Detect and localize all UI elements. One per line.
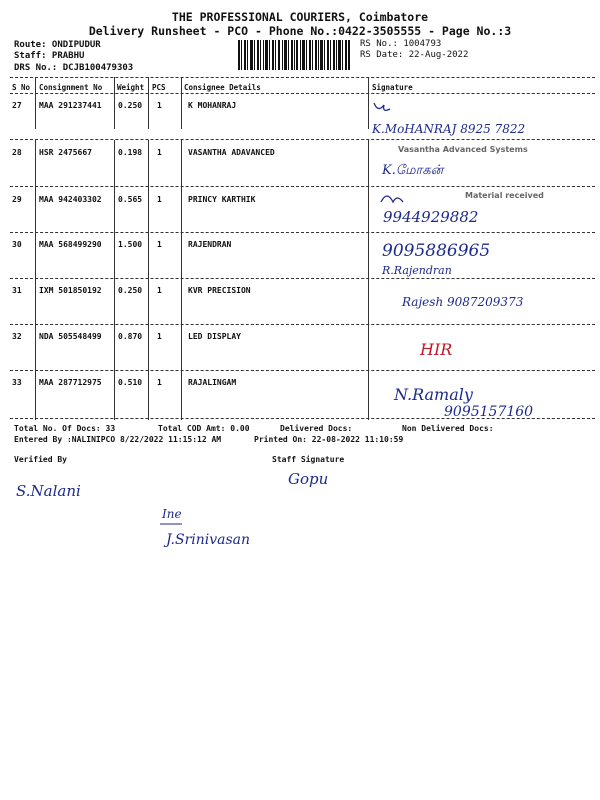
row-pcs: 1 [157, 101, 162, 110]
route-label: Route: ONDIPUDUR [14, 40, 101, 50]
row-consignee: RAJALINGAM [188, 378, 237, 387]
row-divider [10, 186, 595, 187]
col-header-consignee: Consignee Details [184, 83, 261, 92]
signature-row-29 [375, 188, 585, 228]
row-consignee: K MOHANRAJ [188, 101, 237, 110]
row-consignment: MAA 568499290 [39, 240, 102, 249]
signature-text: R.Rajendran [382, 264, 452, 277]
col-divider [181, 140, 182, 420]
row-sno: 32 [12, 332, 22, 341]
row-pcs: 1 [157, 240, 162, 249]
row-consignee: RAJENDRAN [188, 240, 232, 249]
signature-text: Gopu [288, 470, 329, 488]
verified-by-label: Verified By [14, 455, 67, 464]
row-consignment: IXM 501850192 [39, 286, 102, 295]
row-sno: 33 [12, 378, 22, 387]
col-divider [114, 140, 115, 420]
barcode [238, 40, 350, 70]
signature-row-30 [380, 236, 580, 278]
stamp-row-28: Vasantha Advanced Systems [398, 145, 528, 154]
signature-text: Rajesh 9087209373 [402, 295, 524, 309]
col-divider [148, 140, 149, 420]
signature-row-28 [380, 154, 580, 182]
row-weight: 0.565 [118, 195, 143, 204]
rs-number: RS No.: 1004793 [360, 39, 442, 49]
row-consignee: PRINCY KARTHIK [188, 195, 256, 204]
signature-text: 9944929882 [383, 208, 479, 226]
signature-row-27 [370, 97, 595, 141]
signature-text: 9095157160 [444, 404, 534, 420]
row-pcs: 1 [157, 195, 162, 204]
company-title: THE PROFESSIONAL COURIERS, Coimbatore [171, 10, 429, 24]
col-header-signature: Signature [372, 83, 413, 92]
table-top-rule [10, 77, 595, 78]
row-weight: 1.500 [118, 240, 143, 249]
verified-signature [14, 474, 124, 504]
signature-text: Ine [162, 507, 182, 521]
entered-by: Entered By :NALINIPCO 8/22/2022 11:15:12 AM [14, 435, 222, 444]
row-sno: 28 [12, 148, 22, 157]
delivered-docs: Delivered Docs: [280, 424, 353, 433]
row-sno: 29 [12, 195, 22, 204]
total-cod: Total COD Amt: 0.00 [158, 424, 250, 433]
col-divider [35, 140, 36, 420]
row-pcs: 1 [157, 286, 162, 295]
row-consignment: NDA 505548499 [39, 332, 102, 341]
row-weight: 0.250 [118, 101, 143, 110]
row-consignment: HSR 2475667 [39, 148, 92, 157]
col-divider [368, 77, 369, 129]
signature-row-32 [418, 336, 478, 362]
staff-signature-label: Staff Signature [272, 455, 345, 464]
row-divider [10, 278, 595, 279]
col-divider [368, 140, 369, 420]
row-weight: 0.250 [118, 286, 143, 295]
row-consignee: KVR PRECISION [188, 286, 251, 295]
row-sno: 30 [12, 240, 22, 249]
signature-text: 9095886965 [382, 241, 491, 261]
non-delivered-docs: Non Delivered Docs: [402, 424, 494, 433]
signature-row-33 [392, 378, 592, 420]
signature-text: K.MoHANRAJ 8925 7822 [372, 122, 526, 136]
row-divider [10, 324, 595, 325]
stamp-row-29: Material received [465, 191, 544, 200]
col-header-pcs: PCS [152, 83, 166, 92]
signature-text: HIR [420, 340, 453, 359]
signature-text: S.Nalani [16, 482, 81, 500]
row-divider [10, 370, 595, 371]
row-weight: 0.510 [118, 378, 143, 387]
row-consignment: MAA 291237441 [39, 101, 102, 110]
col-header-weight: Weight [117, 83, 145, 92]
row-pcs: 1 [157, 378, 162, 387]
staff-label: Staff: PRABHU [14, 51, 85, 61]
drs-number: DRS No.: DCJB100479303 [14, 63, 134, 73]
total-docs: Total No. Of Docs: 33 [14, 424, 116, 433]
col-divider [148, 77, 149, 129]
row-consignment: MAA 287712975 [39, 378, 102, 387]
col-header-consignment: Consignment No [39, 83, 103, 92]
bottom-signature [156, 502, 306, 552]
signature-text: J.Srinivasan [166, 532, 251, 548]
col-divider [114, 77, 115, 129]
col-divider [181, 77, 182, 129]
row-pcs: 1 [157, 148, 162, 157]
signature-text: N.Ramaly [394, 385, 473, 404]
row-weight: 0.198 [118, 148, 143, 157]
row-sno: 27 [12, 101, 22, 110]
row-consignment: MAA 942403302 [39, 195, 102, 204]
row-consignee: LED DISPLAY [188, 332, 241, 341]
row-sno: 31 [12, 286, 22, 295]
row-divider [10, 232, 595, 233]
runsheet-title: Delivery Runsheet - PCO - Phone No.:0422-3505555 - Page No.:3 [88, 24, 512, 38]
row-consignee: VASANTHA ADAVANCED [188, 148, 275, 157]
row-weight: 0.870 [118, 332, 143, 341]
col-divider [35, 77, 36, 129]
signature-text: K.மோகன் [382, 163, 444, 178]
rs-date: RS Date: 22-Aug-2022 [360, 50, 469, 60]
row-pcs: 1 [157, 332, 162, 341]
signature-row-31 [400, 288, 580, 316]
printed-on: Printed On: 22-08-2022 11:10:59 [254, 435, 404, 444]
staff-signature [286, 464, 366, 492]
col-header-sno: S No [12, 83, 31, 92]
table-header-rule [10, 93, 595, 94]
